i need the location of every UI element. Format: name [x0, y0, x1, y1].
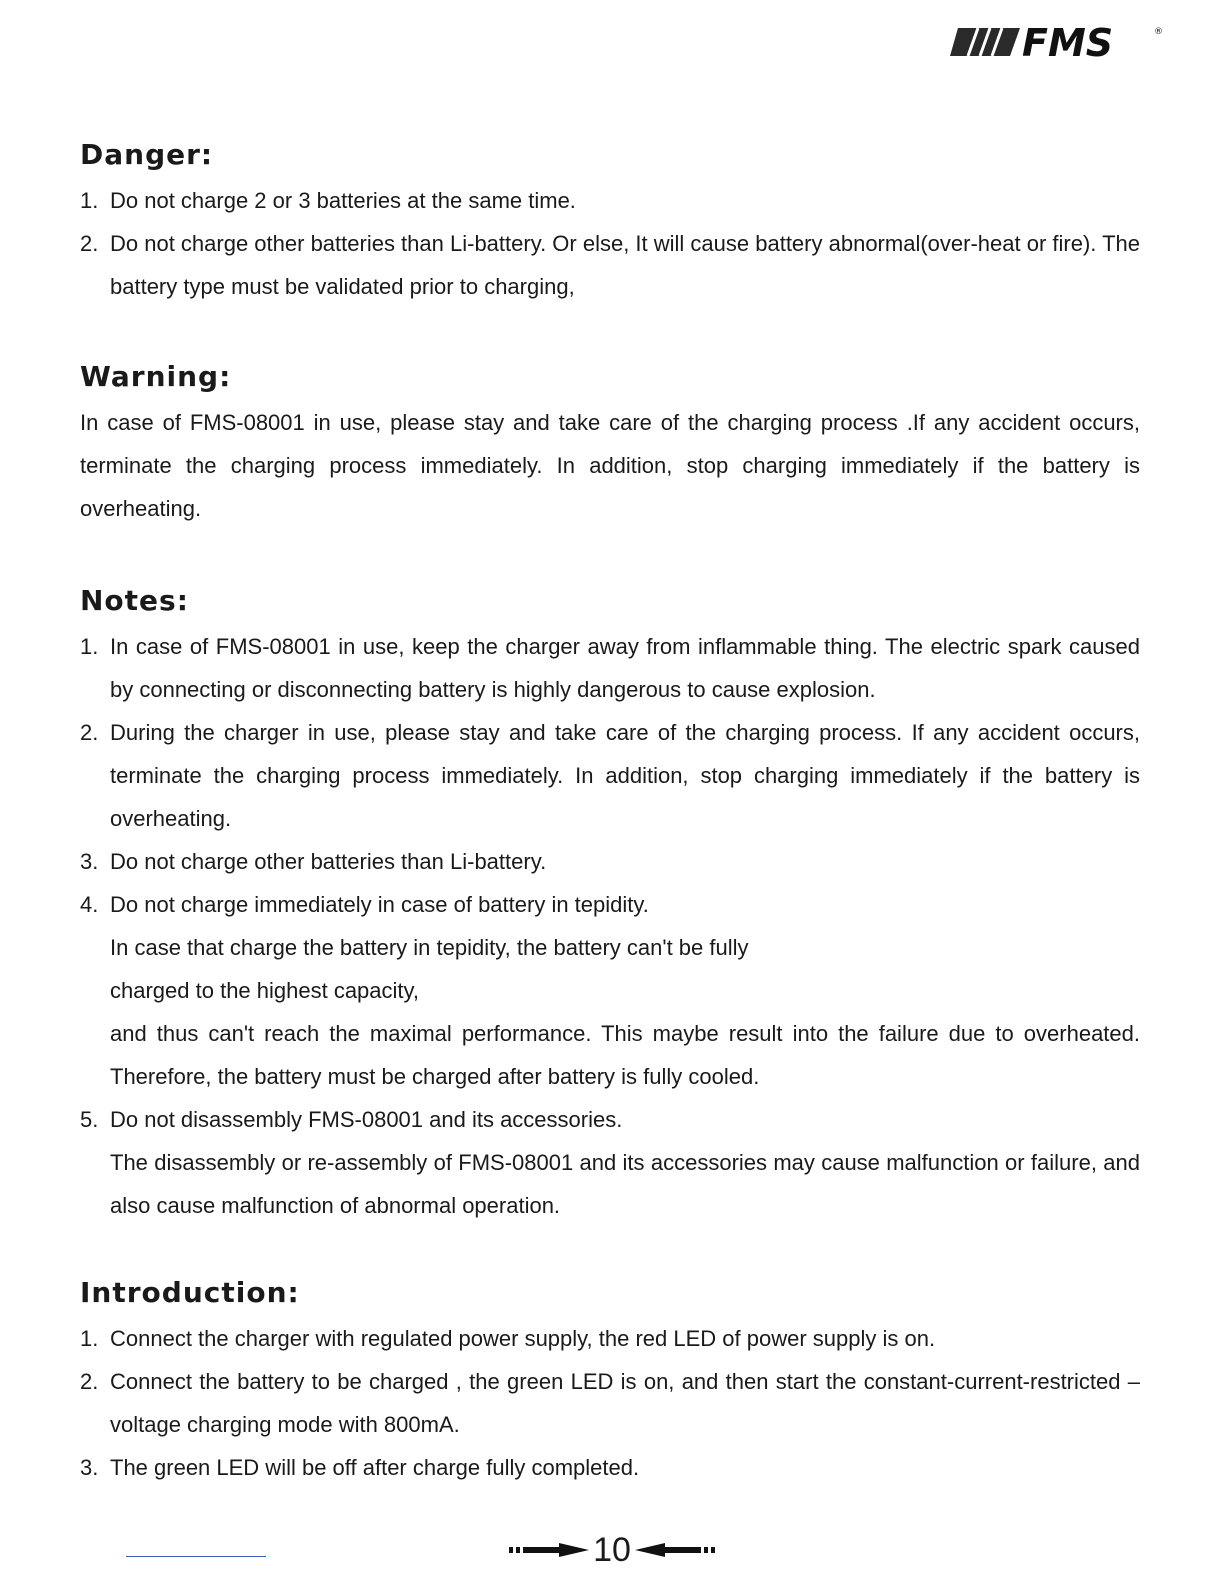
item-number: 2.: [80, 231, 99, 256]
notes-section: [80, 584, 1140, 1227]
danger-list: [80, 179, 1140, 308]
item-number: 1.: [80, 1326, 99, 1351]
list-item: [80, 1317, 1140, 1360]
introduction-list: [80, 1317, 1140, 1489]
item-number: 2.: [80, 1369, 99, 1394]
item-number: 1.: [80, 634, 99, 659]
list-item: [80, 1098, 1140, 1227]
list-item: [80, 222, 1140, 308]
item-number: 1.: [80, 188, 99, 213]
list-item: [80, 883, 1140, 1098]
item-text: The green LED will be off after charge fully completed.: [110, 1455, 640, 1480]
item-text: During the charger in use, please stay and take care of the charging process. If any accident occurs, terminate the charging process immediately. In addition, stop charging immediately if the battery is overheating.: [110, 720, 1140, 831]
item-text: Do not charge other batteries than Li-battery.: [110, 849, 547, 874]
item-text: Connect the charger with regulated power supply, the red LED of power supply is on.: [110, 1326, 936, 1351]
introduction-heading: Introduction:: [80, 1276, 300, 1309]
warning-section: [80, 360, 1140, 530]
arrow-left-icon: [635, 1543, 715, 1557]
list-item: [80, 1446, 1140, 1489]
list-item: [80, 1360, 1140, 1446]
fms-logo: [950, 22, 1165, 62]
fms-logo-mark: [950, 22, 1165, 62]
list-item: [80, 840, 1140, 883]
item-number: 2.: [80, 720, 99, 745]
item-text: Do not disassembly FMS-08001 and its accessories.: [110, 1107, 623, 1132]
list-item: [80, 711, 1140, 840]
danger-section: [80, 138, 1140, 308]
item-text: Do not charge other batteries than Li-battery. Or else, It will cause battery abnormal(over-heat or fire). The battery type must be validated prior to charging,: [110, 231, 1141, 299]
item-text: Do not charge 2 or 3 batteries at the same time.: [110, 188, 576, 213]
item-subtext: In case that charge the battery in tepidity, the battery can't be fully: [110, 935, 749, 960]
list-item: [80, 625, 1140, 711]
item-subtext: charged to the highest capacity,: [110, 978, 420, 1003]
item-text: Connect the battery to be charged , the green LED is on, and then start the constant-current-restricted –voltage charging mode with 800mA.: [110, 1369, 1140, 1437]
registered-mark: ®: [1154, 27, 1163, 37]
warning-text: In case of FMS-08001 in use, please stay and take care of the charging process .If any accident occurs, terminate the charging process immediately. In addition, stop charging immediately if the battery is overheating.: [80, 410, 1140, 521]
item-subtext: and thus can't reach the maximal performance. This maybe result into the failure due to overheated. Therefore, the battery must be charged after battery is fully cooled.: [110, 1021, 1140, 1089]
list-item: [80, 179, 1140, 222]
logo-text: FMS: [1022, 22, 1114, 62]
introduction-section: [80, 1276, 1140, 1489]
notes-heading: Notes:: [80, 584, 189, 617]
item-number: 5.: [80, 1107, 99, 1132]
page-number: 10: [593, 1531, 631, 1569]
danger-heading: Danger:: [80, 138, 214, 171]
warning-heading: Warning:: [80, 360, 232, 393]
item-number: 3.: [80, 1455, 99, 1480]
item-text: Do not charge immediately in case of battery in tepidity.: [110, 892, 649, 917]
notes-list: [80, 625, 1140, 1227]
page-number-footer: [0, 1530, 1224, 1570]
item-number: 4.: [80, 892, 99, 917]
arrow-right-icon: [509, 1543, 589, 1557]
item-text: In case of FMS-08001 in use, keep the charger away from inflammable thing. The electric spark caused by connecting or disconnecting battery is highly dangerous to cause explosion.: [110, 634, 1140, 702]
item-number: 3.: [80, 849, 99, 874]
item-subtext: The disassembly or re-assembly of FMS-08001 and its accessories may cause malfunction or failure, and also cause malfunction of abnormal operation.: [110, 1150, 1140, 1218]
